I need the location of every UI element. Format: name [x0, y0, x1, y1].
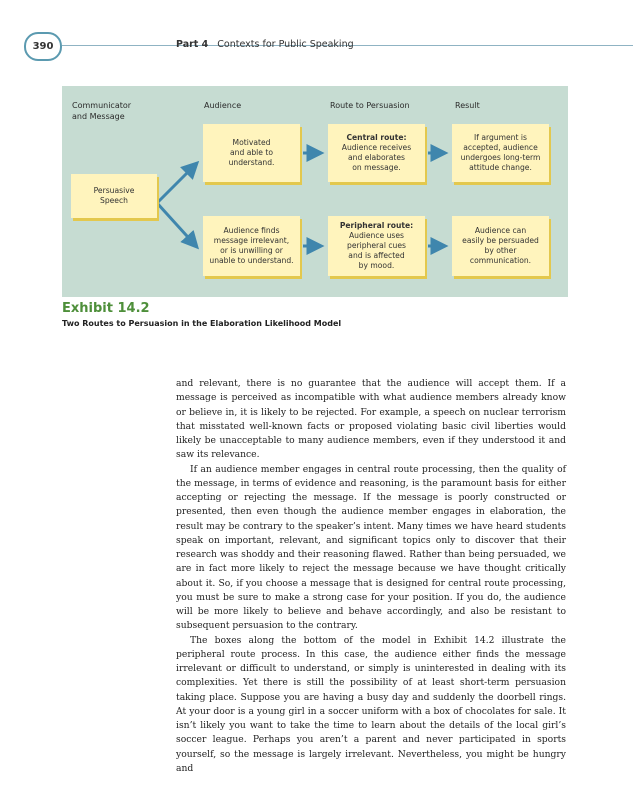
box-irrelevant: Audience finds message irrelevant, or is unwilling or unable to understand. [203, 216, 300, 276]
paragraph: and relevant, there is no guarantee that the audience will accept them. If a message is perceived as incompatible with what audience members already know or believe in, it is likely to be rejected. For example, a speech on nuclear terrorism that misstated well-known facts or proposed violating basic civil liberties would likely be unacceptable to many audience members, even if they understood it and saw its relevance. [176, 378, 566, 461]
box-peripheral-route: Peripheral route: Audience uses peripheral cues and is affected by mood. [328, 216, 425, 276]
box-bottom-result: Audience can easily be persuaded by other communication. [452, 216, 549, 276]
paragraph: If an audience member engages in central route processing, then the quality of the message, in terms of evidence and reasoning, is the paramount basis for either accepting or rejecting the message. If the message is poorly constructed or presented, then even though the audience member engages in elaboration, the result may be contrary to the speaker’s intent. Many times we have heard students speak on important, relevant, and significant topics only to discover that their research was shoddy and their reasoning flawed. Rather than being persuaded, we are in fact more likely to reject the message because we have thought critically about it. So, if you choose a message that is designed for central route processing, you must be sure to make a strong case for your position. If you do, the audience will be more likely to believe and behave accordingly, and also be resistant to subsequent persuasion to the contrary. [176, 463, 566, 632]
box-top-result: If argument is accepted, audience undergoes long-term attitude change. [452, 124, 549, 182]
part-title: Contexts for Public Speaking [217, 39, 354, 50]
part-label: Part 4 [176, 39, 209, 50]
paragraph: The boxes along the bottom of the model in Exhibit 14.2 illustrate the peripheral route process. In this case, the audience either finds the message irrelevant or difficult to understand, or simply is uninterested in dealing with its complexities. Yet there is still the possibility of at least short-term persuasion taking place. Suppose you are having a busy day and suddenly the doorbell rings. At your door is a young girl in a soccer uniform with a box of chocolates for sale. It isn’t likely you want to take the time to learn about the details of the local girl’s soccer league. Perhaps you aren’t a parent and never participated in sports yourself, so the message is largely irrelevant. Nevertheless, you might be hungry and [176, 634, 566, 774]
running-head [176, 39, 354, 50]
exhibit-title: Exhibit 14.2 [62, 301, 150, 316]
column-head-route: Route to Persuasion [330, 101, 410, 110]
exhibit-caption: Two Routes to Persuasion in the Elaboration Likelihood Model [62, 319, 342, 328]
arrow-to-top-audience [157, 164, 196, 203]
column-head-audience: Audience [204, 101, 242, 110]
box-persuasive-speech: Persuasive Speech [71, 174, 157, 218]
elm-diagram [62, 86, 568, 297]
page-number: 390 [24, 32, 62, 61]
column-head-communicator: Communicator and Message [72, 101, 132, 121]
body-text [176, 377, 566, 776]
column-head-result: Result [455, 101, 480, 110]
arrow-to-bottom-audience [157, 203, 196, 246]
box-motivated: Motivated and able to understand. [203, 124, 300, 182]
box-central-route: Central route: Audience receives and elaborates on message. [328, 124, 425, 182]
